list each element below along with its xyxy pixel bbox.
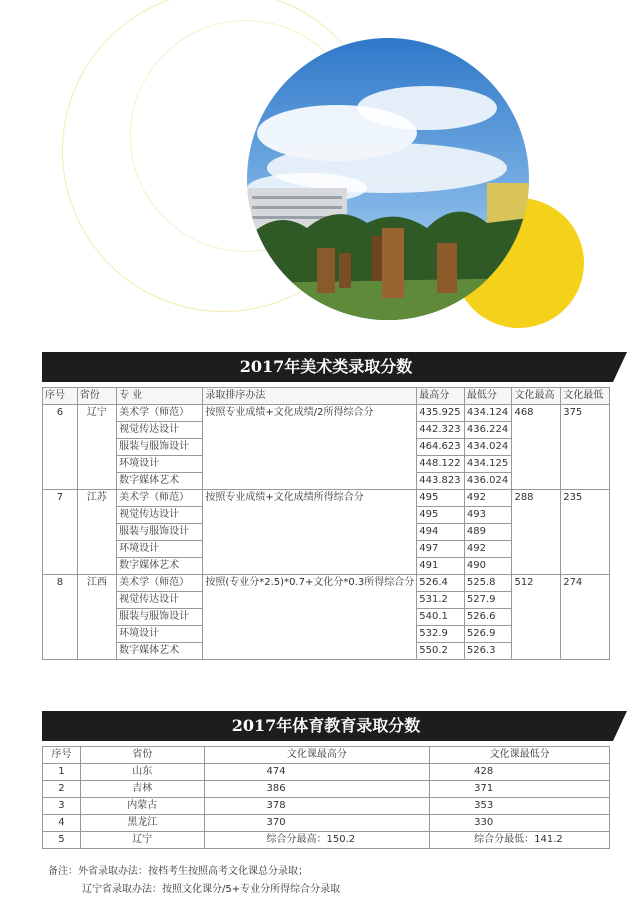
cell-province: 辽宁 xyxy=(77,405,116,490)
cell-low: 527.9 xyxy=(464,592,512,609)
cell-culture-low: 综合分最低：141.2 xyxy=(430,832,610,849)
table-row xyxy=(43,798,610,815)
cell-high: 491 xyxy=(417,558,465,575)
cell-culture-high: 468 xyxy=(512,405,561,490)
cell-major: 服装与服饰设计 xyxy=(117,609,203,626)
cell-no: 7 xyxy=(43,490,78,575)
col-header-major: 专 业 xyxy=(117,388,203,405)
col-header-method: 录取排序办法 xyxy=(203,388,417,405)
cell-major: 环境设计 xyxy=(117,456,203,473)
cell-major: 美术学（师范） xyxy=(117,405,203,422)
note-line-1: 备注：外省录取办法：按档考生按照高考文化课总分录取； xyxy=(48,866,308,877)
art-section-title: 2017年美术类录取分数 xyxy=(239,357,413,376)
pe-admission-table xyxy=(42,746,610,849)
cell-culture-high: 474 xyxy=(204,764,430,781)
col-header-culture-high: 文化最高 xyxy=(512,388,561,405)
cell-culture-low: 274 xyxy=(561,575,610,660)
cell-high: 495 xyxy=(417,490,465,507)
cell-no: 5 xyxy=(43,832,81,849)
cell-low: 526.3 xyxy=(464,643,512,660)
cell-low: 489 xyxy=(464,524,512,541)
cell-province: 江西 xyxy=(77,575,116,660)
cell-no: 8 xyxy=(43,575,78,660)
cell-culture-low: 428 xyxy=(430,764,610,781)
cell-low: 525.8 xyxy=(464,575,512,592)
cell-province: 吉林 xyxy=(80,781,204,798)
cell-province: 辽宁 xyxy=(80,832,204,849)
table-header-row xyxy=(43,747,610,764)
col-header-culture-low: 文化最低 xyxy=(561,388,610,405)
cell-culture-low: 375 xyxy=(561,405,610,490)
cell-method: 按照专业成绩+文化成绩/2所得综合分 xyxy=(203,405,417,490)
cell-low: 434.125 xyxy=(464,456,512,473)
cell-high: 448.122 xyxy=(417,456,465,473)
pe-section-title: 2017年体育教育录取分数 xyxy=(231,716,421,735)
cell-method: 按照(专业分*2.5)*0.7+文化分*0.3所得综合分 xyxy=(203,575,417,660)
cell-culture-low: 235 xyxy=(561,490,610,575)
cell-major: 视觉传达设计 xyxy=(117,592,203,609)
table-row xyxy=(43,490,610,507)
cell-high: 443.823 xyxy=(417,473,465,490)
cell-low: 526.6 xyxy=(464,609,512,626)
campus-photo xyxy=(247,38,529,320)
table-header-row xyxy=(43,388,610,405)
cell-high: 497 xyxy=(417,541,465,558)
cell-culture-low: 353 xyxy=(430,798,610,815)
cell-high: 540.1 xyxy=(417,609,465,626)
cell-province: 山东 xyxy=(80,764,204,781)
cell-province: 内蒙古 xyxy=(80,798,204,815)
cell-high: 435.925 xyxy=(417,405,465,422)
table-row xyxy=(43,575,610,592)
table-row xyxy=(43,405,610,422)
cell-no: 1 xyxy=(43,764,81,781)
cell-low: 490 xyxy=(464,558,512,575)
note-line-2: 辽宁省录取办法：按照文化课分/5+专业分所得综合分录取 xyxy=(82,884,341,895)
col-header-culture-low: 文化课最低分 xyxy=(430,747,610,764)
col-header-province: 省份 xyxy=(80,747,204,764)
cell-low: 492 xyxy=(464,541,512,558)
cell-low: 434.024 xyxy=(464,439,512,456)
art-admission-table xyxy=(42,387,610,660)
art-section-banner xyxy=(42,352,610,382)
col-header-province: 省份 xyxy=(77,388,116,405)
cell-high: 550.2 xyxy=(417,643,465,660)
cell-low: 434.124 xyxy=(464,405,512,422)
cell-major: 美术学（师范） xyxy=(117,575,203,592)
cell-culture-high: 370 xyxy=(204,815,430,832)
table-row xyxy=(43,764,610,781)
table-row xyxy=(43,815,610,832)
cell-high: 494 xyxy=(417,524,465,541)
cell-no: 4 xyxy=(43,815,81,832)
col-header-high: 最高分 xyxy=(417,388,465,405)
cell-culture-high: 378 xyxy=(204,798,430,815)
cell-method: 按照专业成绩+文化成绩所得综合分 xyxy=(203,490,417,575)
cell-low: 493 xyxy=(464,507,512,524)
cell-no: 6 xyxy=(43,405,78,490)
table-row xyxy=(43,781,610,798)
cell-low: 436.024 xyxy=(464,473,512,490)
col-header-culture-high: 文化课最高分 xyxy=(204,747,430,764)
cell-culture-high: 512 xyxy=(512,575,561,660)
cell-culture-high: 综合分最高：150.2 xyxy=(204,832,430,849)
cell-high: 442.323 xyxy=(417,422,465,439)
cell-major: 服装与服饰设计 xyxy=(117,524,203,541)
cell-low: 492 xyxy=(464,490,512,507)
cell-major: 美术学（师范） xyxy=(117,490,203,507)
table-row xyxy=(43,832,610,849)
cell-major: 视觉传达设计 xyxy=(117,507,203,524)
cell-high: 526.4 xyxy=(417,575,465,592)
cell-province: 黑龙江 xyxy=(80,815,204,832)
cell-low: 436.224 xyxy=(464,422,512,439)
cell-major: 服装与服饰设计 xyxy=(117,439,203,456)
cell-major: 数字媒体艺术 xyxy=(117,558,203,575)
col-header-low: 最低分 xyxy=(464,388,512,405)
cell-major: 数字媒体艺术 xyxy=(117,643,203,660)
pe-section-banner xyxy=(42,711,610,741)
cell-major: 数字媒体艺术 xyxy=(117,473,203,490)
cell-low: 526.9 xyxy=(464,626,512,643)
col-header-no: 序号 xyxy=(43,388,78,405)
cell-culture-low: 330 xyxy=(430,815,610,832)
col-header-no: 序号 xyxy=(43,747,81,764)
cell-no: 2 xyxy=(43,781,81,798)
cell-no: 3 xyxy=(43,798,81,815)
cell-culture-low: 371 xyxy=(430,781,610,798)
cell-province: 江苏 xyxy=(77,490,116,575)
cell-culture-high: 386 xyxy=(204,781,430,798)
cell-high: 532.9 xyxy=(417,626,465,643)
cell-major: 环境设计 xyxy=(117,626,203,643)
cell-major: 视觉传达设计 xyxy=(117,422,203,439)
cell-high: 531.2 xyxy=(417,592,465,609)
cell-high: 464.623 xyxy=(417,439,465,456)
cell-culture-high: 288 xyxy=(512,490,561,575)
cell-high: 495 xyxy=(417,507,465,524)
cell-major: 环境设计 xyxy=(117,541,203,558)
